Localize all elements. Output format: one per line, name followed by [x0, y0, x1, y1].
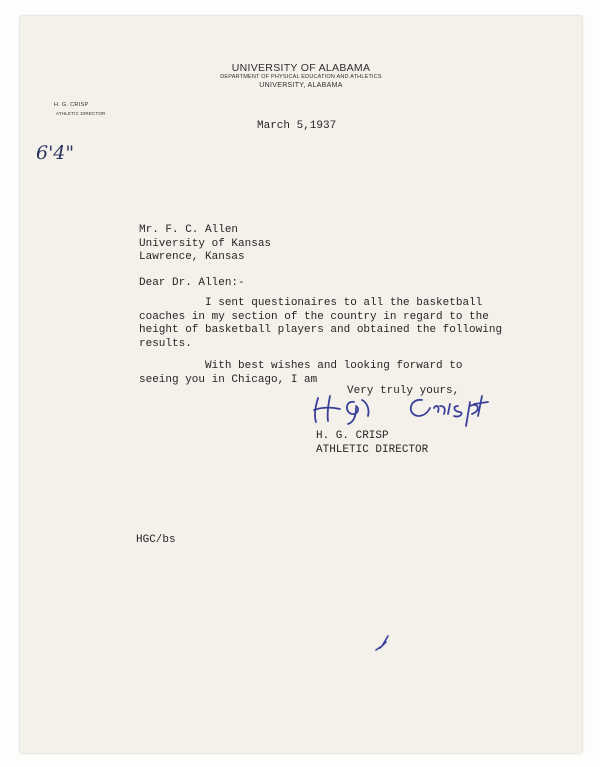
- signatory-title: ATHLETIC DIRECTOR: [316, 444, 429, 456]
- recipient-name: Mr. F. C. Allen: [139, 224, 239, 236]
- letterhead-director-title: ATHLETIC DIRECTOR: [56, 111, 106, 116]
- letter-date: March 5,1937: [257, 120, 337, 132]
- body-paragraph-1: I sent questionaires to all the basketball coaches in my section of the country in regard to the height of basketball players and obtained the following results.: [139, 297, 503, 350]
- closing: Very truly yours,: [347, 385, 460, 397]
- letter-page: [20, 16, 582, 753]
- salutation: Dear Dr. Allen:-: [139, 277, 245, 289]
- recipient-institution: University of Kansas: [139, 237, 272, 250]
- body-paragraph-2: With best wishes and looking forward to seeing you in Chicago, I am: [139, 360, 463, 386]
- letterhead-department: DEPARTMENT OF PHYSICAL EDUCATION AND ATHLETICS: [220, 74, 382, 80]
- recipient-address: [139, 224, 271, 265]
- letterhead-university: UNIVERSITY OF ALABAMA: [231, 62, 371, 74]
- letterhead-director-name: H. G. CRISP: [54, 102, 89, 108]
- letterhead-location: UNIVERSITY, ALABAMA: [259, 82, 343, 89]
- handwritten-height-note: 6'4": [36, 142, 75, 164]
- handwritten-signature: [310, 388, 500, 428]
- signatory-name: H. G. CRISP: [316, 430, 389, 442]
- ink-mark: [372, 632, 396, 654]
- reference-initials: HGC/bs: [136, 534, 176, 546]
- recipient-city: Lawrence, Kansas: [139, 251, 245, 263]
